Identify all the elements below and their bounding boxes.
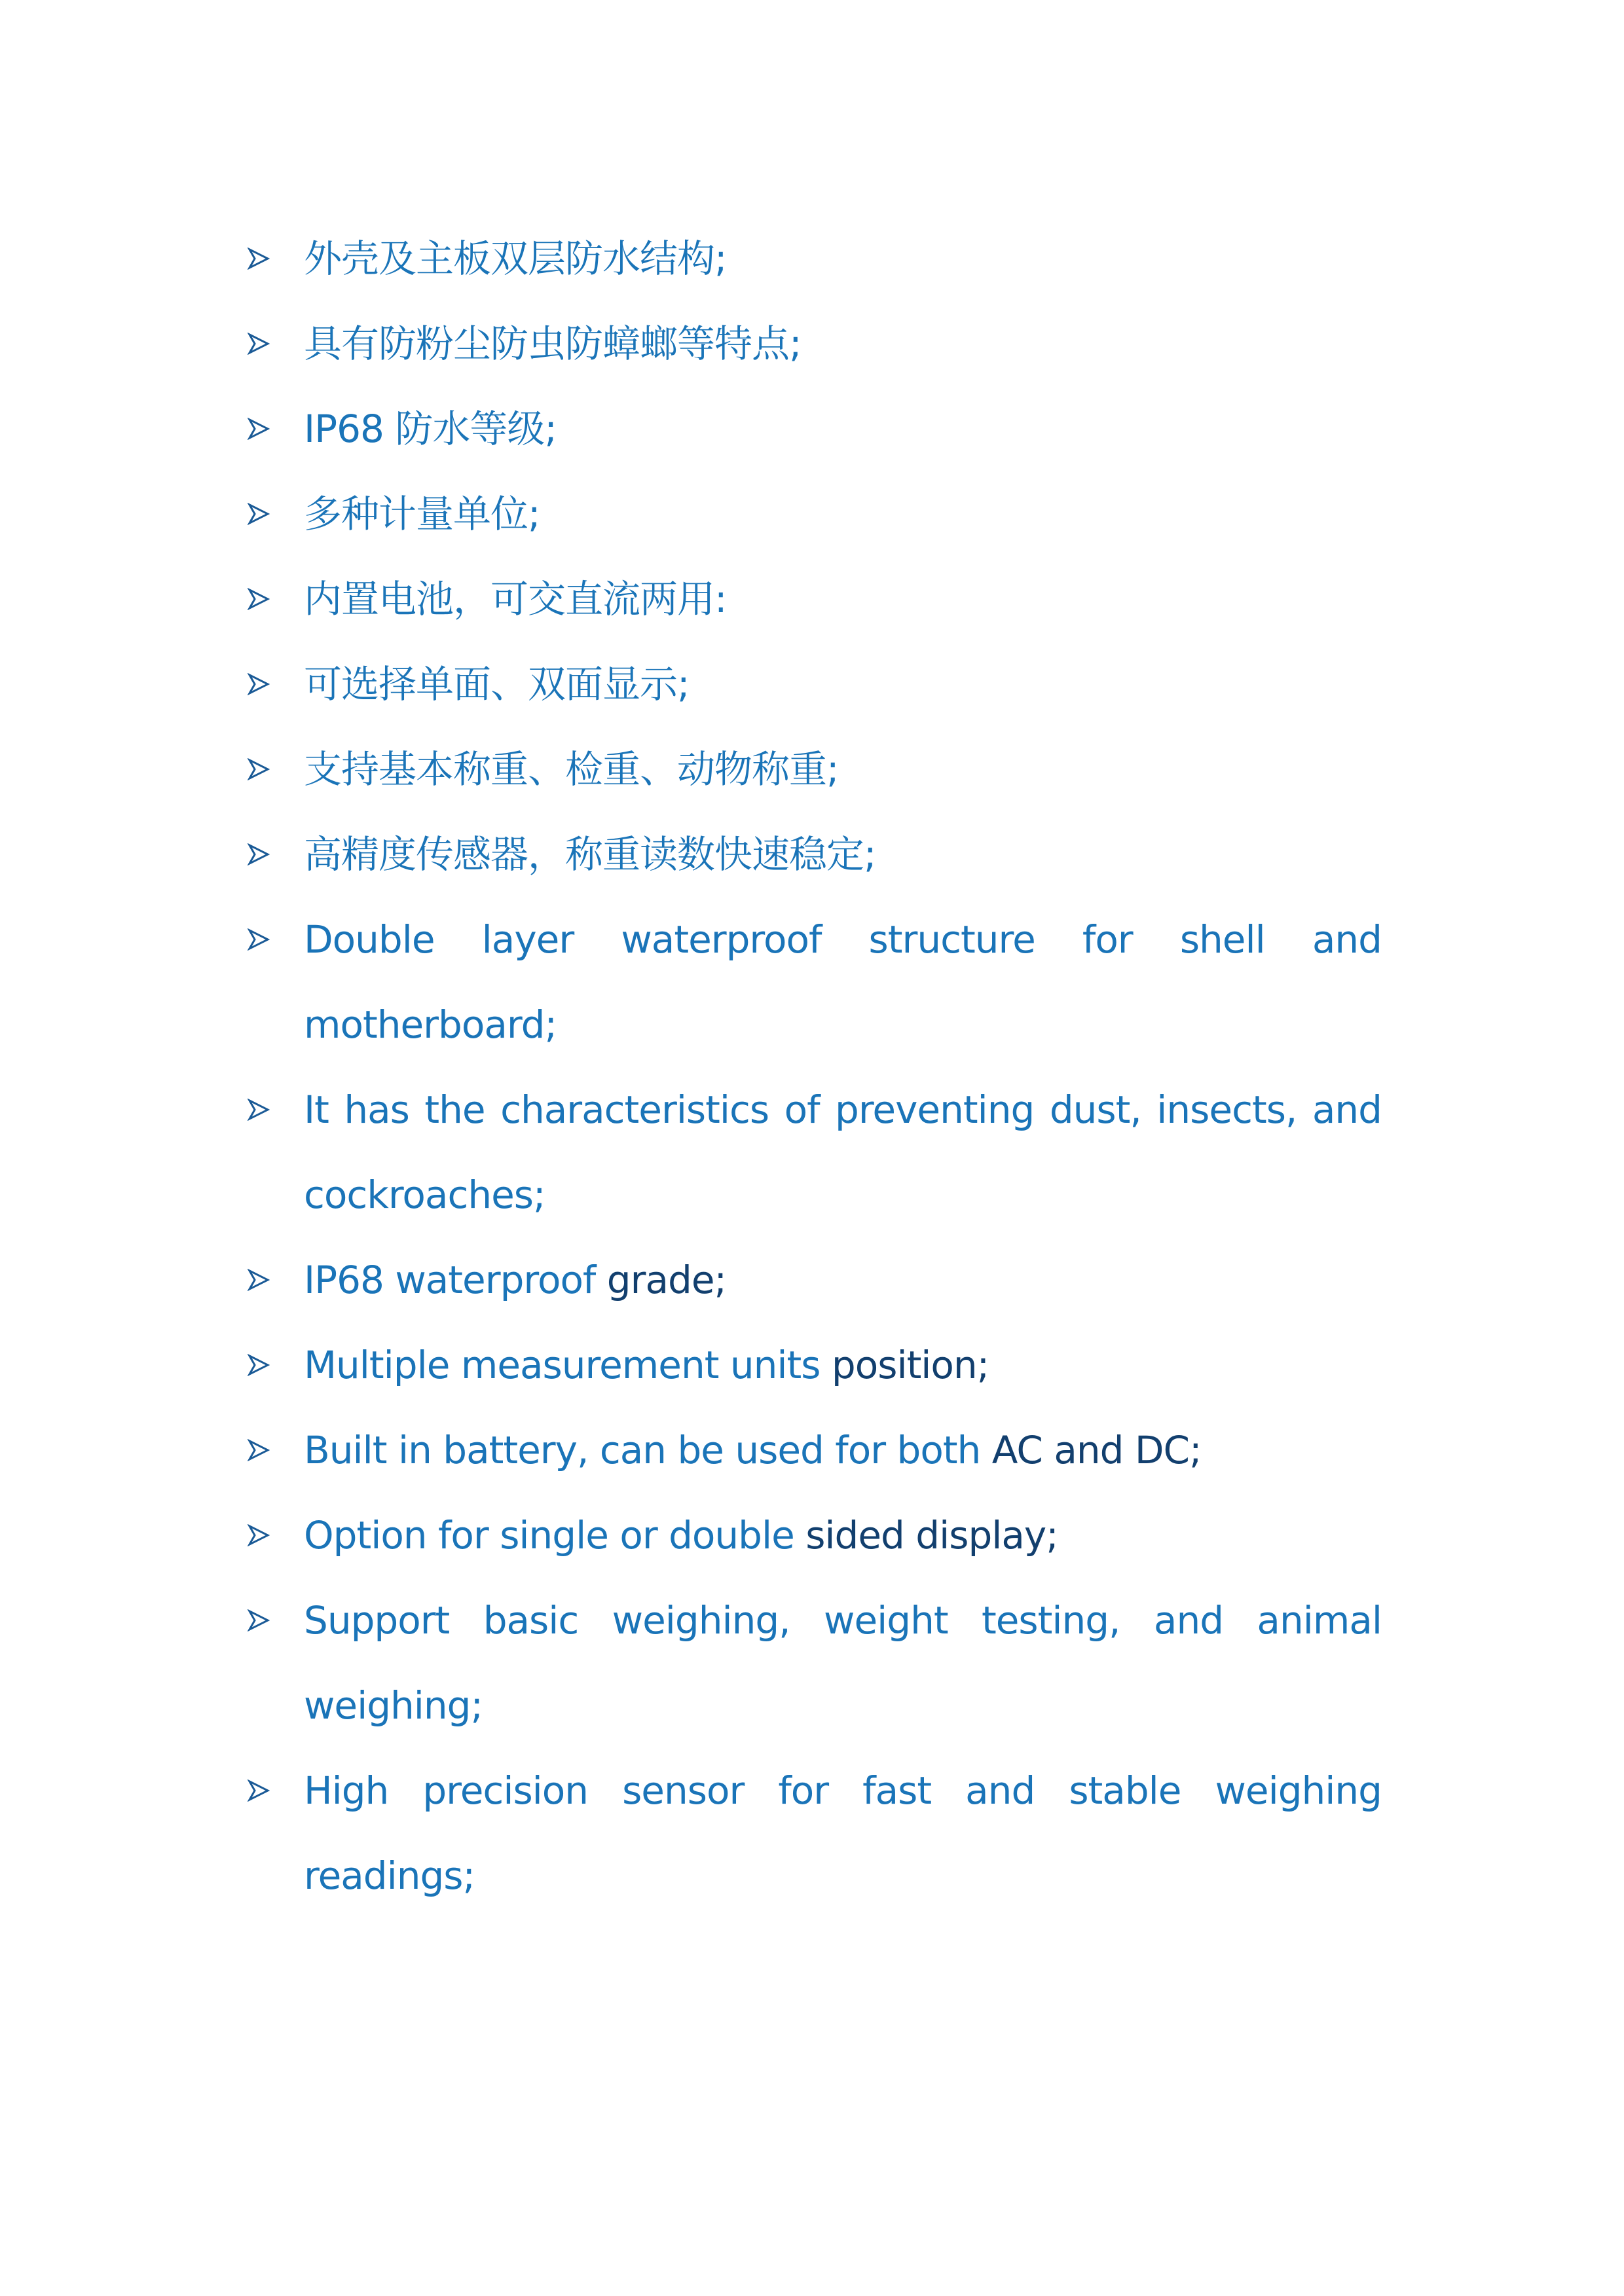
feature-item-8 [242, 812, 1382, 897]
feature-item-6 [242, 642, 1382, 727]
feature-text: 支持基本称重、检重、动物称重; [304, 747, 839, 792]
feature-text: Double layer waterproof structure for shell and motherboard; [304, 917, 1382, 1047]
arrow-right-bullet-icon [248, 843, 270, 866]
feature-text: 多种计量单位; [304, 492, 540, 536]
feature-item-12 [242, 1322, 1382, 1408]
feature-item-14 [242, 1493, 1382, 1578]
feature-text: 高精度传感器，称重读数快速稳定; [304, 832, 876, 877]
arrow-right-bullet-icon [248, 1354, 270, 1376]
feature-item-16 [242, 1748, 1382, 1918]
feature-text: Option for single or double [304, 1513, 794, 1558]
arrow-right-bullet-icon [248, 1609, 270, 1631]
feature-item-7 [242, 727, 1382, 812]
arrow-right-bullet-icon [248, 333, 270, 355]
feature-list [242, 216, 1382, 1918]
arrow-right-bullet-icon [248, 1099, 270, 1121]
arrow-right-bullet-icon [248, 1439, 270, 1461]
feature-item-2 [242, 301, 1382, 386]
feature-text-continued: grade; [595, 1258, 727, 1302]
feature-text: 可选择单面、双面显示; [304, 662, 690, 706]
feature-text-continued: AC and DC; [980, 1428, 1202, 1472]
feature-item-5 [242, 556, 1382, 642]
arrow-right-bullet-icon [248, 1779, 270, 1802]
feature-text: High precision sensor for fast and stable weighing readings; [304, 1768, 1382, 1898]
feature-text: IP68 防水等级; [304, 407, 557, 451]
feature-item-3 [242, 386, 1382, 471]
feature-text: It has the characteristics of preventing dust, insects, and cockroaches; [304, 1087, 1382, 1217]
feature-text: 内置电池，可交直流两用: [304, 577, 727, 621]
feature-text: IP68 waterproof [304, 1258, 596, 1302]
arrow-right-bullet-icon [248, 758, 270, 780]
arrow-right-bullet-icon [248, 247, 270, 270]
arrow-right-bullet-icon [248, 503, 270, 525]
feature-item-4 [242, 471, 1382, 556]
feature-item-11 [242, 1237, 1382, 1322]
arrow-right-bullet-icon [248, 673, 270, 695]
arrow-right-bullet-icon [248, 588, 270, 610]
feature-item-15 [242, 1578, 1382, 1748]
feature-item-1 [242, 216, 1382, 301]
feature-text-continued: position; [820, 1343, 989, 1387]
arrow-right-bullet-icon [248, 1524, 270, 1546]
feature-item-9 [242, 897, 1382, 1067]
arrow-right-bullet-icon [248, 1269, 270, 1291]
feature-item-10 [242, 1067, 1382, 1237]
feature-text: 具有防粉尘防虫防蟑螂等特点; [304, 321, 802, 366]
feature-text-continued: sided display; [794, 1513, 1058, 1558]
feature-text: Built in battery, can be used for both [304, 1428, 981, 1472]
arrow-right-bullet-icon [248, 928, 270, 951]
feature-text: Multiple measurement units [304, 1343, 821, 1387]
feature-text: 外壳及主板双层防水结构; [304, 236, 727, 281]
feature-item-13 [242, 1408, 1382, 1493]
feature-text: Support basic weighing, weight testing, and animal weighing; [304, 1598, 1382, 1728]
arrow-right-bullet-icon [248, 418, 270, 440]
